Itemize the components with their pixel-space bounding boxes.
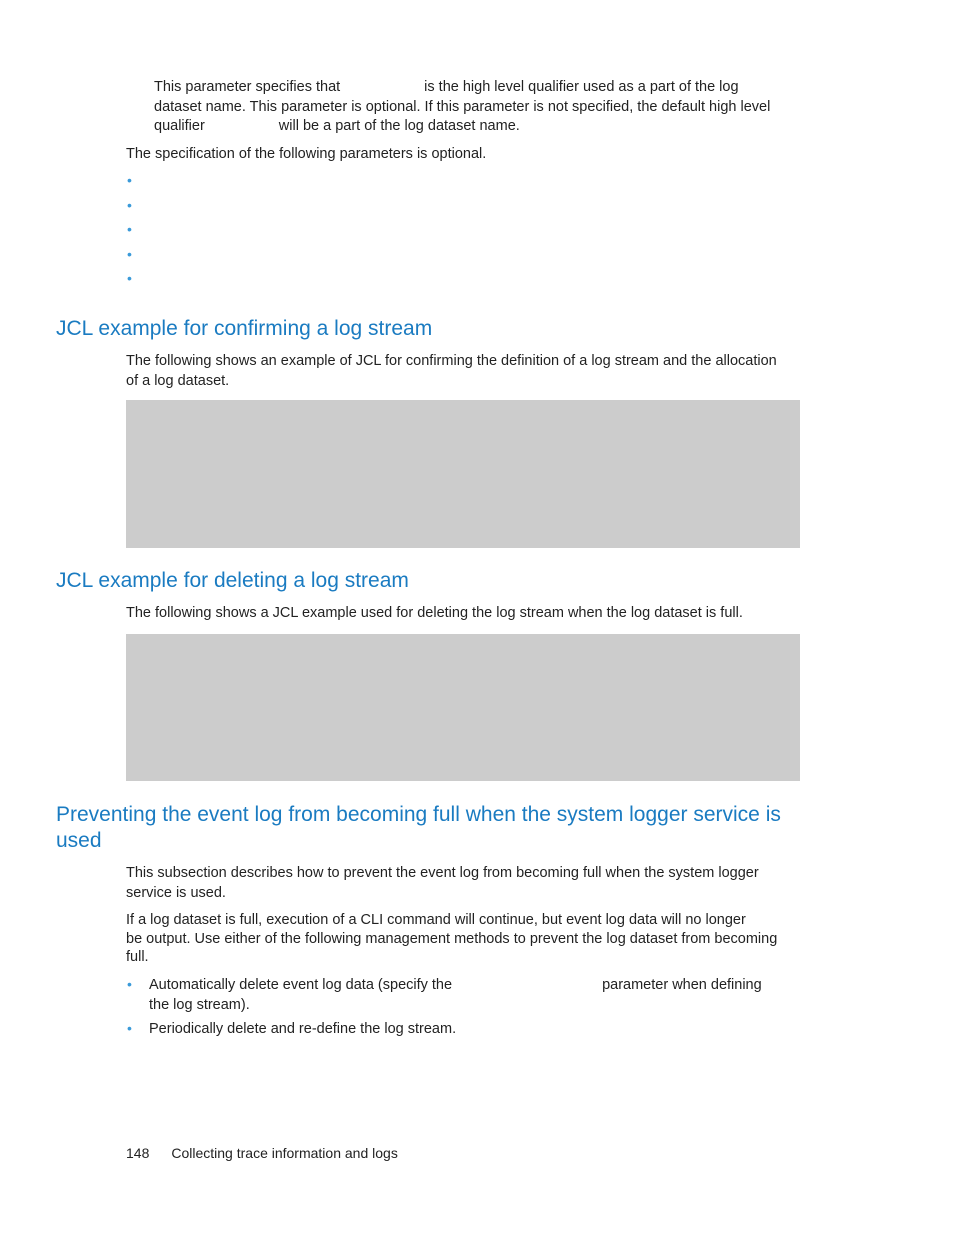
intro-paragraph [154,78,814,137]
section1-body-line2: of a log dataset. [126,372,230,389]
bullet1-text-b: parameter when defining [602,977,762,993]
list-item: • [127,245,132,262]
code-block-delete [126,634,800,781]
optional-parameter-list [127,172,132,295]
section3-p1-line2: service is used. [126,884,226,901]
section-heading-delete: JCL example for deleting a log stream [56,569,409,592]
bullet2-text: Periodically delete and re-define the log stream. [149,1021,457,1037]
intro-line3-b: will be a part of the log dataset name. [278,118,520,134]
section-heading-prevent [56,802,816,854]
intro-line3-a: qualifier [154,118,205,134]
list-item [127,1020,807,1042]
list-item: • [127,196,132,213]
code-block-confirm [126,400,800,548]
bullet-marker: • [127,1020,132,1036]
list-item: • [127,221,132,237]
optional-note: The specification of the following parameters is optional. [126,146,487,162]
bullet1-text-c: the log stream). [149,996,250,1013]
section1-body [126,352,806,391]
section1-body-line1: The following shows an example of JCL for confirming the definition of a log stream and the allocation [126,353,777,369]
section2-body: The following shows a JCL example used for deleting the log stream when the log dataset is full. [126,605,743,621]
section3-paragraph-2 [126,911,806,967]
chapter-title: Collecting trace information and logs [171,1145,398,1161]
section3-paragraph-1 [126,864,806,903]
list-item: • [127,172,132,188]
list-item: • [127,270,132,286]
bullet1-text-a: Automatically delete event log data (specify the [149,977,453,993]
section3-p2-line3: full. [126,949,149,965]
section-heading-confirm: JCL example for confirming a log stream [56,317,433,340]
page-number: 148 [126,1145,150,1161]
intro-line1-b: is the high level qualifier used as a part of the log [424,79,739,95]
section3-p1-line1: This subsection describes how to prevent the event log from becoming full when the system logger [126,865,759,881]
section3-heading-line1: Preventing the event log from becoming full when the system logger service is [56,803,781,826]
list-item [127,976,807,1020]
bullet-marker: • [127,976,132,992]
intro-line1-a: This parameter specifies that [154,79,341,95]
page-footer [126,1145,398,1161]
section3-p2-line2: be output. Use either of the following management methods to prevent the log dataset from becoming [126,930,778,947]
section3-heading-line2: used [56,829,102,852]
intro-line2: dataset name. This parameter is optional. If this parameter is not specified, the default high level [154,98,771,115]
management-methods-list [127,976,807,1042]
section3-p2-line1: If a log dataset is full, execution of a CLI command will continue, but event log data will no longer [126,912,746,928]
